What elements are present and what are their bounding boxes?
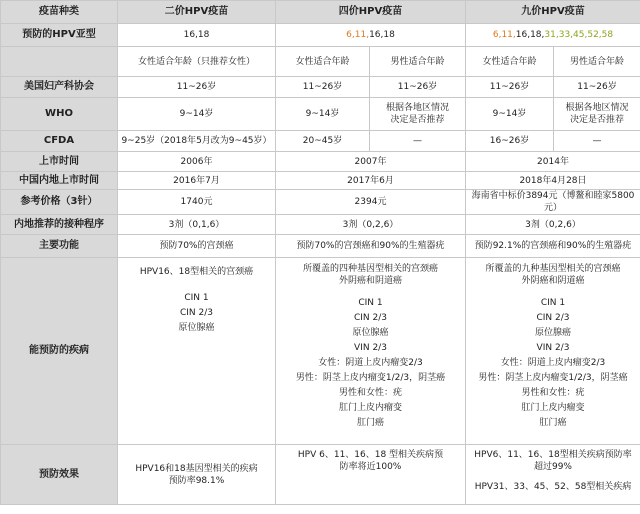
table-row <box>1 172 640 190</box>
cell: 1740元 <box>118 190 276 215</box>
disease-item: CIN 2/3 <box>353 313 388 323</box>
disease-item: 男性和女性：疣 <box>521 388 585 398</box>
cell: 女性适合年龄（只推荐女性） <box>118 47 276 77</box>
disease-item: 原位腺癌 <box>534 328 571 338</box>
cell-line: HPV31、33、45、52、58型相关疾病 <box>474 482 632 492</box>
disease-item: 肛门上皮内瘤变 <box>521 403 585 413</box>
disease-item: 女性：阴道上皮内瘤变2/3 <box>318 358 423 368</box>
cell: 女性适合年龄 <box>276 47 370 77</box>
cell-text: 16,18, <box>515 30 545 40</box>
cell-line: 根据各地区情况 <box>565 103 629 113</box>
highlight-text: 6,11, <box>346 30 370 40</box>
disease-item: 外阴癌和阴道癌 <box>521 276 585 286</box>
cell-line: 根据各地区情况 <box>385 103 449 113</box>
cell <box>118 445 276 505</box>
cell-line: HPV16和18基因型相关的疾病 <box>135 463 258 474</box>
cell: 9~14岁 <box>118 98 276 131</box>
table-row <box>1 131 640 152</box>
cell <box>370 98 466 131</box>
cell: — <box>554 131 640 152</box>
cell: 预防70%的宫颈癌 <box>118 235 276 258</box>
cell-text: 16,18 <box>369 30 395 40</box>
row-label: CFDA <box>1 131 118 152</box>
disease-item: CIN 2/3 <box>179 308 214 318</box>
disease-item: 男性：阴茎上皮内瘤变1/2/3，阴茎癌 <box>478 373 628 383</box>
cell: 16~26岁 <box>466 131 554 152</box>
cell: 11~26岁 <box>276 77 370 98</box>
cell: 9~14岁 <box>466 98 554 131</box>
disease-item: 女性：阴道上皮内瘤变2/3 <box>500 358 606 368</box>
cell: 9~14岁 <box>276 98 370 131</box>
cell <box>554 98 640 131</box>
disease-item: CIN 2/3 <box>536 313 570 323</box>
cell: 11~26岁 <box>118 77 276 98</box>
row-label: 中国内地上市时间 <box>1 172 118 190</box>
cell <box>118 258 276 445</box>
disease-item: 肛门癌 <box>539 418 567 428</box>
row-label: 预防的HPV亚型 <box>1 24 118 47</box>
cell <box>276 445 466 505</box>
row-label: 主要功能 <box>1 235 118 258</box>
cell: 2016年7月 <box>118 172 276 190</box>
cell: 3剂（0,2,6） <box>466 215 640 235</box>
cell <box>276 258 466 445</box>
disease-item: VIN 2/3 <box>354 343 387 353</box>
cell: 男性适合年龄 <box>554 47 640 77</box>
table-row <box>1 258 640 445</box>
cell: 女性适合年龄 <box>466 47 554 77</box>
disease-item: 肛门癌 <box>356 418 384 428</box>
cell: 11~26岁 <box>554 77 640 98</box>
table-row <box>1 47 640 77</box>
row-label: 预防效果 <box>1 445 118 505</box>
row-label: 能预防的疾病 <box>1 258 118 445</box>
cell: 男性适合年龄 <box>370 47 466 77</box>
row-label: 上市时间 <box>1 152 118 172</box>
disease-item: 外阴癌和阴道癌 <box>338 276 402 286</box>
cell: 3剂（0,2,6） <box>276 215 466 235</box>
cell: 2007年 <box>276 152 466 172</box>
cell: 2014年 <box>466 152 640 172</box>
disease-item: 肛门上皮内瘤变 <box>338 403 402 413</box>
cell: 20~45岁 <box>276 131 370 152</box>
disease-item: HPV16、18型相关的宫颈癌 <box>139 267 254 277</box>
cell: 2018年4月28日 <box>466 172 640 190</box>
cell: — <box>370 131 466 152</box>
table-row <box>1 190 640 215</box>
highlight-text: 31,33,45,52,58 <box>544 30 614 40</box>
cell-line: HPV 6、11、16、18 型相关疾病预 <box>297 450 444 460</box>
disease-item: 男性：阴茎上皮内瘤变1/2/3，阴茎癌 <box>295 373 446 383</box>
disease-item: CIN 1 <box>184 293 209 303</box>
row-label: WHO <box>1 98 118 131</box>
cell: 预防92.1%的宫颈癌和90%的生殖器疣 <box>466 235 640 258</box>
cell: 2017年6月 <box>276 172 466 190</box>
cell-line: 决定是否推荐 <box>390 115 445 125</box>
highlight-text: 6,11, <box>492 30 516 40</box>
col-header-quadrivalent: 四价HPV疫苗 <box>276 1 466 24</box>
disease-item: 原位腺癌 <box>352 328 389 338</box>
row-label <box>1 47 118 77</box>
cell: 预防70%的宫颈癌和90%的生殖器疣 <box>276 235 466 258</box>
col-header-bivalent: 二价HPV疫苗 <box>118 1 276 24</box>
cell <box>466 258 640 445</box>
cell: 16,18 <box>118 24 276 47</box>
row-label: 疫苗种类 <box>1 1 118 24</box>
cell-line: 超过99% <box>533 462 572 472</box>
table-row <box>1 1 640 24</box>
table-row <box>1 215 640 235</box>
disease-item: VIN 2/3 <box>536 343 570 353</box>
cell <box>276 24 466 47</box>
cell: 11~26岁 <box>370 77 466 98</box>
cell <box>466 24 640 47</box>
disease-item: 所覆盖的四种基因型相关的宫颈癌 <box>302 264 438 274</box>
table-row <box>1 152 640 172</box>
disease-item: 男性和女性：疣 <box>338 388 402 398</box>
cell-line: 决定是否推荐 <box>569 115 624 125</box>
table-row <box>1 445 640 505</box>
disease-item: CIN 1 <box>540 298 566 308</box>
row-label: 内地推荐的接种程序 <box>1 215 118 235</box>
disease-item: 所覆盖的九种基因型相关的宫颈癌 <box>485 264 621 274</box>
col-header-nonavalent: 九价HPV疫苗 <box>466 1 640 24</box>
cell: 海南省中标价3894元（博鳌和睦家5800元） <box>466 190 640 215</box>
cell: 2006年 <box>118 152 276 172</box>
cell <box>466 445 640 505</box>
table-row <box>1 24 640 47</box>
table-row <box>1 235 640 258</box>
cell: 3剂（0,1,6） <box>118 215 276 235</box>
cell-line: 防率将近100% <box>339 462 402 472</box>
cell-line: HPV6、11、16、18型相关疾病预防率 <box>474 450 632 460</box>
disease-item: CIN 1 <box>358 298 383 308</box>
table-row <box>1 98 640 131</box>
cell: 11~26岁 <box>466 77 554 98</box>
cell: 2394元 <box>276 190 466 215</box>
cell-line: 预防率98.1% <box>168 475 225 486</box>
table-row <box>1 77 640 98</box>
disease-item: 原位腺癌 <box>178 323 215 333</box>
cell: 9~25岁（2018年5月改为9~45岁） <box>118 131 276 152</box>
row-label: 参考价格（3针） <box>1 190 118 215</box>
row-label: 美国妇产科协会 <box>1 77 118 98</box>
